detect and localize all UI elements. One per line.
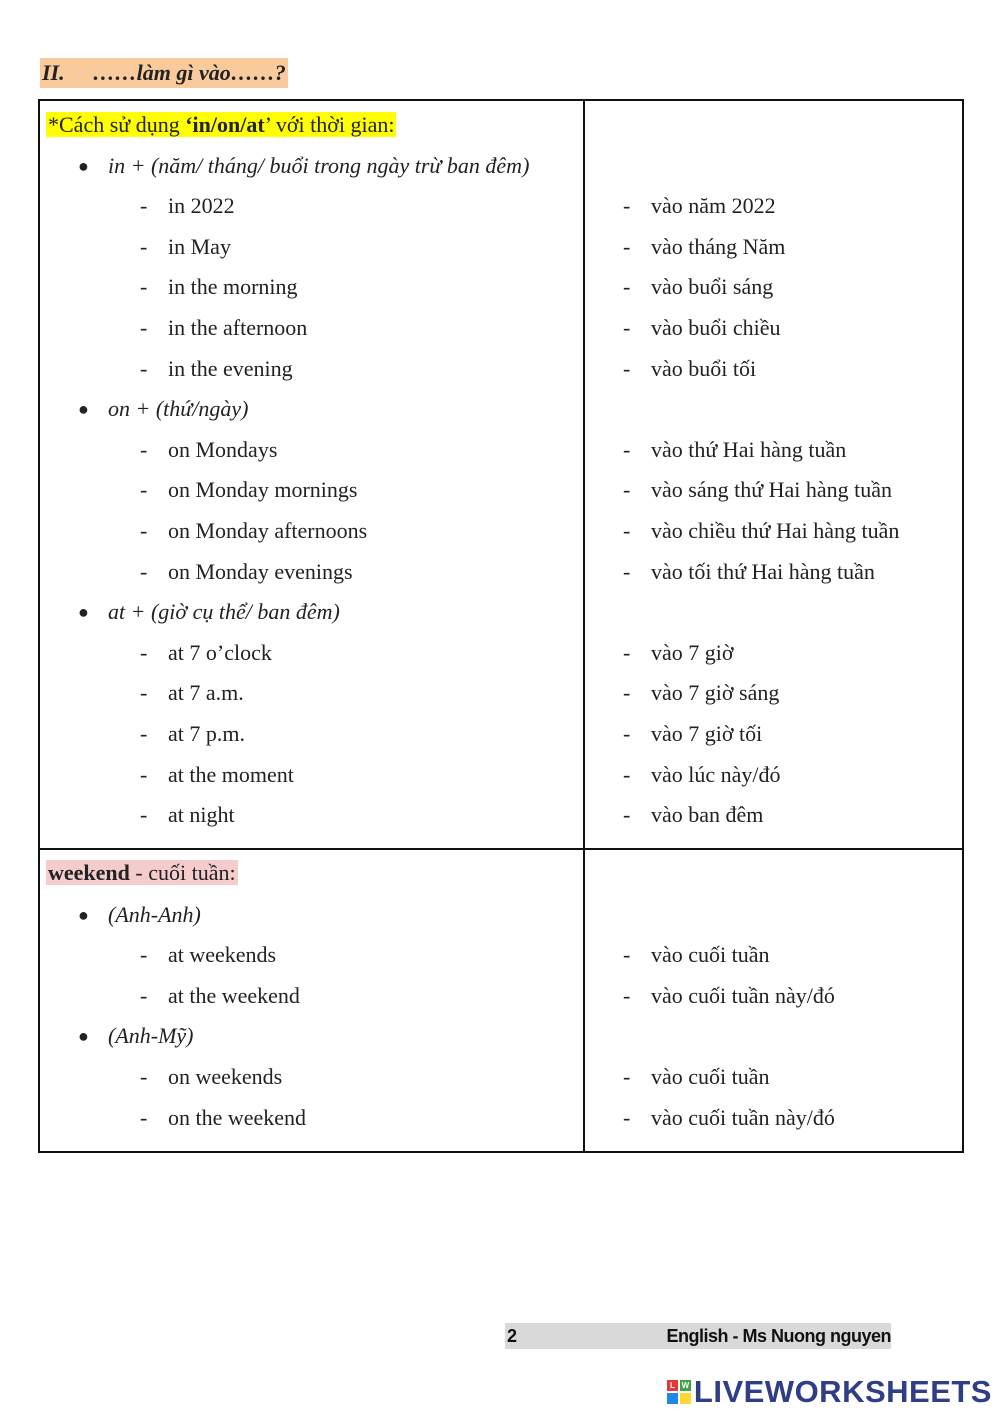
list-item-english — [140, 760, 294, 790]
vietnamese-phrase: vào buổi sáng — [651, 274, 774, 300]
english-phrase: in May — [168, 233, 231, 259]
list-item-vietnamese — [623, 435, 847, 465]
english-phrase: at night — [168, 802, 235, 828]
dash-marker: - — [623, 1063, 631, 1089]
dash-marker: - — [140, 193, 148, 219]
list-item-english — [140, 940, 277, 970]
page-number: 2 — [507, 1326, 518, 1346]
heading-post: - cuối tuần: — [129, 860, 236, 885]
section-heading — [40, 58, 288, 88]
english-phrase: in 2022 — [168, 193, 235, 219]
table-heading — [46, 110, 396, 140]
list-item-vietnamese — [623, 800, 764, 830]
heading-post: ’ với thời gian: — [264, 112, 395, 137]
list-item-vietnamese — [623, 940, 770, 970]
english-phrase: in the afternoon — [168, 314, 308, 340]
bullet-item — [78, 1021, 194, 1051]
vietnamese-phrase: vào buổi chiều — [651, 314, 781, 340]
dash-marker: - — [140, 517, 148, 543]
list-item-english — [140, 1062, 283, 1092]
english-phrase: on weekends — [168, 1063, 283, 1089]
list-item-english — [140, 638, 272, 668]
english-phrase: on the weekend — [168, 1104, 307, 1130]
bullet-dot-icon: ● — [78, 399, 89, 420]
bullet-item — [78, 394, 249, 424]
brand-logo — [667, 1374, 992, 1410]
logo-tile — [680, 1393, 691, 1404]
dash-marker: - — [623, 274, 631, 300]
english-phrase: in the morning — [168, 274, 298, 300]
english-phrase: at the moment — [168, 761, 294, 787]
vietnamese-phrase: vào 7 giờ sáng — [651, 680, 780, 706]
bullet-label: (Anh-Mỹ) — [108, 1023, 194, 1049]
dash-marker: - — [623, 314, 631, 340]
bullet-label: (Anh-Anh) — [108, 901, 201, 927]
dash-marker: - — [140, 639, 148, 665]
dash-marker: - — [140, 720, 148, 746]
bullet-item — [78, 597, 340, 627]
vietnamese-phrase: vào cuối tuần này/đó — [651, 1104, 835, 1130]
vietnamese-phrase: vào sáng thứ Hai hàng tuần — [651, 477, 893, 503]
liveworksheets-logo-icon — [667, 1380, 691, 1404]
vietnamese-phrase: vào tối thứ Hai hàng tuần — [651, 558, 875, 584]
english-phrase: in the evening — [168, 355, 293, 381]
list-item-vietnamese — [623, 191, 776, 221]
dash-marker: - — [140, 680, 148, 706]
bullet-item — [78, 900, 201, 930]
english-phrase: on Monday evenings — [168, 558, 353, 584]
heading-bold: ‘in/on/at — [185, 112, 265, 137]
logo-tile — [667, 1393, 678, 1404]
dash-marker: - — [140, 477, 148, 503]
dash-marker: - — [140, 436, 148, 462]
list-item-english — [140, 1103, 307, 1133]
vietnamese-phrase: vào thứ Hai hàng tuần — [651, 436, 847, 462]
heading-bold: weekend — [48, 860, 130, 885]
dash-marker: - — [140, 761, 148, 787]
list-item-english — [140, 313, 308, 343]
footer-text: English - Ms Nuong nguyen — [666, 1326, 891, 1346]
vietnamese-phrase: vào buổi tối — [651, 355, 757, 381]
list-item-english — [140, 272, 298, 302]
vietnamese-phrase: vào lúc này/đó — [651, 761, 781, 787]
vietnamese-phrase: vào 7 giờ tối — [651, 720, 763, 746]
vietnamese-phrase: vào tháng Năm — [651, 233, 786, 259]
heading-highlight — [46, 860, 238, 885]
bullet-dot-icon: ● — [78, 155, 89, 176]
bullet-item — [78, 151, 530, 181]
dash-marker: - — [623, 639, 631, 665]
list-item-vietnamese — [623, 678, 780, 708]
dash-marker: - — [623, 1104, 631, 1130]
list-item-english — [140, 516, 368, 546]
list-item-vietnamese — [623, 638, 734, 668]
dash-marker: - — [623, 517, 631, 543]
english-phrase: at 7 o’clock — [168, 639, 272, 665]
vietnamese-phrase: vào ban đêm — [651, 802, 764, 828]
english-phrase: on Monday mornings — [168, 477, 358, 503]
list-item-vietnamese — [623, 354, 757, 384]
dash-marker: - — [140, 942, 148, 968]
dash-marker: - — [623, 436, 631, 462]
list-item-english — [140, 354, 293, 384]
dash-marker: - — [623, 720, 631, 746]
vietnamese-phrase: vào 7 giờ — [651, 639, 734, 665]
bullet-label: on + (thứ/ngày) — [108, 396, 249, 422]
bullet-dot-icon: ● — [78, 1026, 89, 1047]
dash-marker: - — [140, 1104, 148, 1130]
list-item-vietnamese — [623, 760, 781, 790]
list-item-vietnamese — [623, 232, 786, 262]
dash-marker: - — [140, 802, 148, 828]
list-item-english — [140, 800, 235, 830]
vietnamese-phrase: vào năm 2022 — [651, 193, 776, 219]
dash-marker: - — [140, 355, 148, 381]
column-divider — [583, 850, 585, 1151]
list-item-vietnamese — [623, 1103, 835, 1133]
dash-marker: - — [623, 802, 631, 828]
dash-marker: - — [140, 274, 148, 300]
dash-marker: - — [623, 193, 631, 219]
brand-name: LIVEWORKSHEETS — [693, 1374, 992, 1409]
dash-marker: - — [140, 1063, 148, 1089]
vietnamese-phrase: vào cuối tuần — [651, 1063, 770, 1089]
dash-marker: - — [623, 558, 631, 584]
list-item-english — [140, 557, 353, 587]
dash-marker: - — [623, 942, 631, 968]
list-item-vietnamese — [623, 475, 893, 505]
dash-marker: - — [623, 761, 631, 787]
english-phrase: at weekends — [168, 942, 277, 968]
section-title: ……làm gì vào……? — [92, 60, 286, 85]
vietnamese-phrase: vào chiều thứ Hai hàng tuần — [651, 517, 900, 543]
heading-highlight — [46, 112, 396, 137]
list-item-english — [140, 981, 300, 1011]
list-item-vietnamese — [623, 981, 835, 1011]
english-phrase: on Mondays — [168, 436, 278, 462]
table-row-in-on-at — [38, 99, 964, 850]
section-roman: II. — [42, 60, 65, 85]
english-phrase: at 7 p.m. — [168, 720, 245, 746]
vietnamese-phrase: vào cuối tuần này/đó — [651, 982, 835, 1008]
dash-marker: - — [140, 233, 148, 259]
heading-pre: *Cách sử dụng — [48, 112, 186, 137]
bullet-label: at + (giờ cụ thể/ ban đêm) — [108, 599, 340, 625]
logo-tile: L — [667, 1380, 678, 1391]
dash-marker: - — [623, 233, 631, 259]
list-item-vietnamese — [623, 516, 900, 546]
list-item-vietnamese — [623, 313, 781, 343]
english-phrase: on Monday afternoons — [168, 517, 368, 543]
dash-marker: - — [140, 982, 148, 1008]
column-divider — [583, 101, 585, 848]
dash-marker: - — [140, 558, 148, 584]
dash-marker: - — [623, 477, 631, 503]
dash-marker: - — [623, 982, 631, 1008]
english-phrase: at the weekend — [168, 982, 300, 1008]
list-item-vietnamese — [623, 272, 774, 302]
bullet-dot-icon: ● — [78, 904, 89, 925]
list-item-english — [140, 191, 235, 221]
page-footer — [505, 1323, 891, 1349]
logo-tile: W — [681, 1381, 690, 1390]
dash-marker: - — [623, 680, 631, 706]
list-item-english — [140, 719, 245, 749]
list-item-vietnamese — [623, 1062, 770, 1092]
table-row-weekend — [38, 848, 964, 1153]
dash-marker: - — [623, 355, 631, 381]
list-item-vietnamese — [623, 719, 763, 749]
list-item-english — [140, 232, 231, 262]
list-item-english — [140, 678, 244, 708]
english-phrase: at 7 a.m. — [168, 680, 244, 706]
table-heading — [46, 858, 238, 888]
bullet-dot-icon: ● — [78, 602, 89, 623]
list-item-english — [140, 475, 358, 505]
bullet-label: in + (năm/ tháng/ buổi trong ngày trừ ban đêm) — [108, 152, 530, 178]
list-item-english — [140, 435, 278, 465]
list-item-vietnamese — [623, 557, 875, 587]
dash-marker: - — [140, 314, 148, 340]
vietnamese-phrase: vào cuối tuần — [651, 942, 770, 968]
